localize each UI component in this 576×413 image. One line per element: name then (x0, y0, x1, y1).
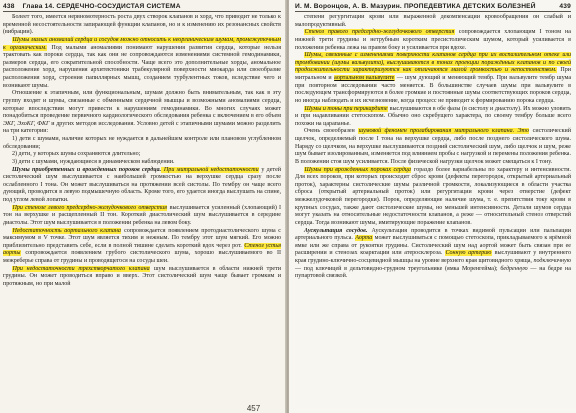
paragraph (295, 167, 571, 228)
text-run: выслушиваются в обе фазы (в систолу и диастолу). Их можно уловить и при надавливании стетоскопом. Обычно оно скребущего характера, по своему тембру больше всего похожи на царапанье. (295, 105, 572, 127)
highlighted-text: Недостаточность аортального клапана (12, 227, 121, 234)
highlighted-text: Стеноз устья аорты (3, 242, 281, 257)
left-page-footer (0, 404, 287, 413)
right-page-body (295, 14, 571, 281)
text-run: выслушивают у внутреннего края грудино-ключично-сосцевидной мышцы на уровне верхнего края щитовидного хряща, (295, 250, 571, 264)
highlighted-text: При недостаточности трехстворчатого клапана (12, 265, 150, 272)
highlighted-text: При стенозе левого предсердно-желудочкового отверстия (12, 204, 167, 211)
highlighted-text: Стеноз правого предсердно-желудочкового отверстия (304, 29, 455, 36)
running-head-left (3, 2, 281, 12)
text-run: Отношение к этапичным, или функциональным, шумам должно быть внимательным, так как в эту группу входят и шумы, связанные с обменными сердечной мышцы и возможными аномалиями сердца, которые впоследствии могут привести к нарушениям гемодинамики. Во многих случаях может понадобиться проведение первичного кардиологического обследования ребенка с включением в его объем (3, 90, 281, 120)
paragraph (3, 205, 281, 228)
paragraph (295, 228, 571, 281)
text-run: систолический щелчок, определяемый после I тона на верхушке сердца, либо после позднего систолического шума. Наряду со щелчком, на верхушке выслушиваются поздний систолический шум, либо щелчок и шум, реже шум бывает изолированным, изменяется под влиянием пробы с нагрузкой и перемены положения ребенка. В положении стоя шум усиливается. После физической нагрузки щелчок может смещаться к I тону. (295, 128, 571, 165)
highlighted-text: Шумы при врожденных пороках сердца (304, 166, 411, 173)
footer-page-number: 457 (246, 404, 261, 413)
text-run: 1) дети с шумами, наличие которых не нуждается в дальнейшем контроле или плановом углубленном обследовании; (3, 136, 281, 150)
left-page (0, 0, 287, 413)
text-run: сопровождается хлопающим I тоном на нижней трети грудины и нетрубным коротким пресистолическим шумом, который усиливается в положении ребенка лежа на правом боку и усиливается при вдохе. (295, 29, 571, 51)
highlighted-text: Аорта (355, 235, 373, 242)
text-run: гораздо более вариабельны по характеру и интенсивности. Для всех пороков, при которых происходит сброс крови (дефекты перегородок, открытый артериальный проток), характерны систолические шумы различной громкости, локализующиеся в области участка сброса (открытый артериальный проток) или регургитации крови через отверстие (дефект межжелудочковой перегородки). Порок, определяющие наличие шума, т. е. препятствия току крови в крупных сосудах, также дают систолические шумы, но меньшей интенсивности. Детали шумов сердца могут указать на относительные недостаточности клапанов, а реже — относительный стеноз отверстий сердца. Тогда возникают шумы, имитирующие поражение клапанов. (295, 166, 571, 226)
paragraph (3, 14, 281, 37)
highlighted-text: аортальном вальвулите (334, 75, 395, 81)
paragraph (3, 228, 281, 266)
text-run: Аускультация проводится в точках видимой пульсации или пальпации артериального пульса. (295, 227, 571, 242)
paragraph (3, 90, 281, 136)
text-run: может выслушиваться с помощью стетоскопа, прикладываемого к ярёмной ямке или же справа от рукоятки грудины. Систолический шум над аортой может быть связан при ее расширении и стенозах коарктации или атеросклероза. (295, 235, 571, 257)
highlighted-text: Шумы и тоны при перикардите (304, 105, 388, 112)
text-run: — шум дующий и меняющий тембр. При вальвулите тембр шума при повторном исследовании часто меняется. В большинстве случаев шумы при вальвулите в последующем трансформируются в более громкие и постоянные шумы соответствующих пороков сердца, но иногда наблюдать и их исчезновение, когда процесс не приводит к формированию порока сердца. (295, 75, 572, 104)
book-title: И. М. Воронцов, А. В. Мазурин. ПРОПЕДЕВТИКА ДЕТСКИХ БОЛЕЗНЕЙ (295, 3, 536, 10)
highlighted-text: Шумы, связанные с изменениями поверхности клапанов сердца при их воспалительном отеке или тромбовании (шумы вальвулита), выслушиваются в тонах проекции поражённых клапанов и по своей продолжительности характеризуются как отличаются малой громкостью и непостоянством. (295, 52, 571, 74)
text-run: Очень своеобразен (304, 128, 359, 135)
paragraph (3, 136, 281, 151)
highlighted-text: При митральной недостаточности (161, 166, 259, 173)
paragraph (3, 159, 281, 167)
text-run: Под малыми аномалиями понимают нарушения развития сердца, которые нельзя трактовать как пороки сердца, так как они не сопровождаются изменениями системной гемодинамики, размеров сердца, его сократительной способности. Чаще всего это дополнительные хорды, аномальное расположение хорд, нарушения архитектоники трабекулярной поверхности миокарда или своеобразие расположения хорд, строения папиллярных мышц, созданием турбулентных токов, вследствие чего и возникают шумы. (3, 44, 281, 89)
text-run: сопровождается появлением грубого систолического шума, хорошо выслушиваемого во II межреберье справа от грудины и проводящегося на сосуды шеи. (3, 250, 281, 264)
running-head-right (295, 2, 571, 12)
left-page-body (3, 14, 281, 289)
text-run: подключичную (533, 258, 571, 264)
text-run: степени регургитации крови или выраженной декомпенсации кровообращения он слабый и малопродуктивный. (295, 14, 571, 28)
paragraph (295, 14, 571, 29)
text-run: бедренную (500, 265, 528, 272)
text-run: у детей систолический шум выслушивается с наибольшей громкостью на верхушке сердца сразу после ослабленного I тона. Он может выслушиваться на протяжении всей систолы. По тембру он чаще всего дующий, проводится в левую подмышечную область. Кроме того, его удается иногда выслушать на спине, под углом левой лопатки. (3, 166, 281, 203)
highlighted-text: Сонную артерию (445, 250, 492, 257)
text-run: выслушивается усиленный (хлопающий) I тон на верхушке и расщепленный II тон. Короткий диастолический шум выслушивается в середине диастолы. Этот шум выслушивается в положении ребенка на левом боку. (3, 204, 281, 226)
paragraph (3, 151, 281, 159)
paragraph (295, 128, 571, 166)
highlighted-text: Шумы малых аномалий сердца и сосудов можно относить к неорганическим шумам, промежуточным к органическим. (3, 36, 281, 51)
paragraph (3, 167, 281, 205)
page-number-left: 438 (3, 3, 15, 10)
text-run: 3) дети с шумами, нуждающиеся в динамическом наблюдении. (12, 158, 175, 165)
right-page (289, 0, 576, 413)
text-run: 2) дети, у которых шумы сохраняются длительно; (12, 151, 141, 158)
text-run: Болеет того, имеется нервномотерность роста двух створок клапанов и хорд, что приводит не только к временной несостоятельности запирающей функции клапанов, но и к изменению их резонансных свойств (вибрации). (3, 14, 281, 36)
chapter-title: Глава 14. СЕРДЕЧНО-СОСУДИСТАЯ СИСТЕМА (22, 3, 181, 10)
paragraph (295, 29, 571, 52)
text-run: и других методов исследования. Условно детей с этапичными шумами можно разделить на три категории: (3, 120, 281, 135)
text-run: сопровождается появлением протодиастолического шума с максимумом в V точке. Этот шум является тихим и нежным. По тембру этот шум мягкий. Его можно приблизительно представить себе, если в полной тишине сделать короткий вдох через рот. (3, 227, 281, 249)
text-run: — под ключицей в дельтовидно-грудном треугольнике (ямка Моренгейма); (295, 265, 501, 272)
paragraph (295, 106, 571, 129)
text-run: шум выслушивается в области нижней трети грудины. Он может проводиться вправо и вверх. Этот систолический шум чаще бывает громким и протяжным, но при малой (3, 265, 281, 287)
highlighted-text: шумовой феномен пролабирования митрального клапана. Это (358, 128, 529, 135)
paragraph (295, 52, 571, 105)
text-run: — на бедре на пупартовой связкой. (295, 265, 571, 280)
section-heading: Аускультация сосудов. (304, 227, 368, 234)
section-heading: Шумы приобретенных и врожденных пороков сердца. (12, 166, 162, 173)
paragraph (3, 37, 281, 90)
paragraph (3, 266, 281, 289)
text-run: При митральном и (295, 67, 571, 81)
text-run: ЭКГ, ЭхоКГ, ФКГ (3, 120, 50, 127)
page-number-right: 439 (559, 3, 571, 10)
